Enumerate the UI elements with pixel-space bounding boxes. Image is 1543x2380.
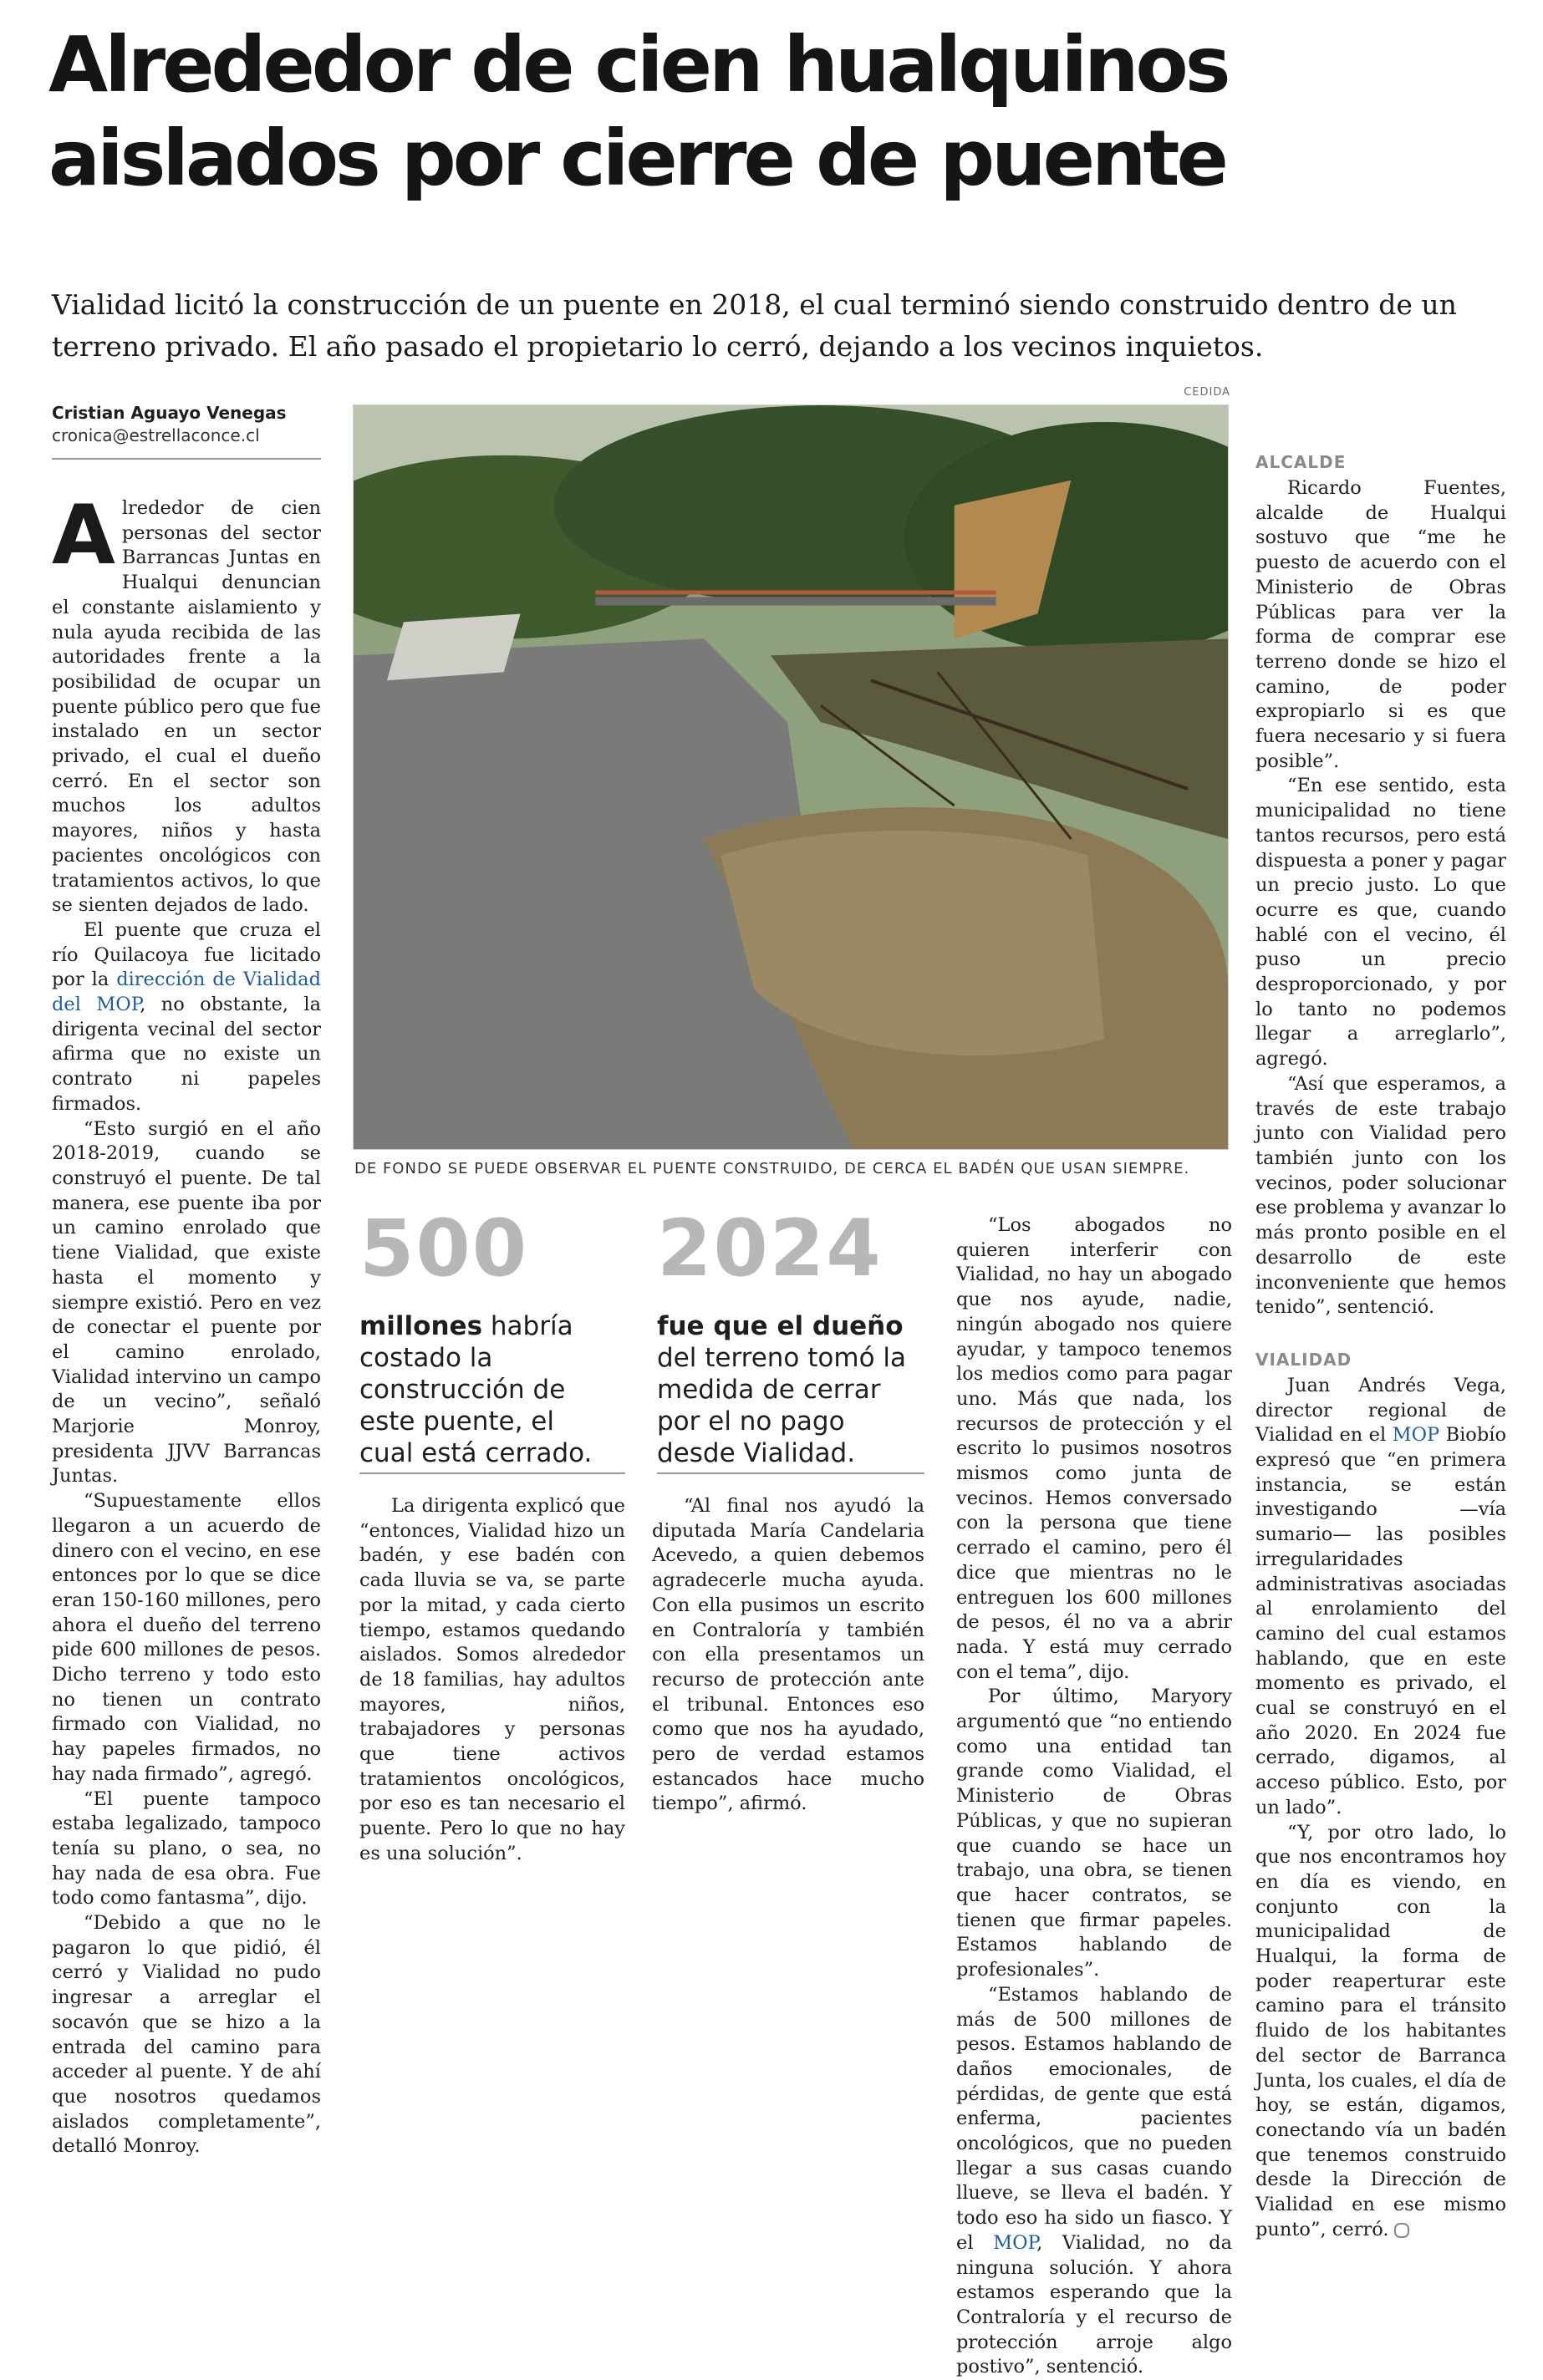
subheadline: Vialidad licitó la construcción de un puente en 2018, el cual terminó siendo construido dentro de un terreno privado. El año pasado el propietario lo cerró, dejando a los vecinos inquietos. — [52, 288, 1457, 363]
paragraph: “Estamos hablando de más de 500 millones de pesos. Estamos hablando de daños emocionales, de pérdidas, de gente que está enferma, pacientes oncológicos, que no pueden llegar a sus casas cuando llueve, se lleva el badén. Y todo eso ha sido un fiasco. Y el MOP, Vialidad, no da ninguna solución. Y ahora estamos esperando que la Contraloría y el recurso de protección arroje algo postivo”, sentenció. — [956, 1983, 1232, 2378]
drop-cap: A — [52, 488, 115, 583]
mop-link[interactable]: MOP — [1392, 1424, 1440, 1447]
paragraph: El puente que cruza el río Quilacoya fue licitado por la dirección de Vialidad del MOP, no obstante, la dirigenta vecinal del sector afirma que no existe un contrato ni papeles firmados. — [52, 918, 321, 1115]
paragraph: “Supuestamente ellos llegaron a un acuerdo de dinero con el vecino, en ese entonces por lo que se dice eran 150-160 millones, pero ahora el dueño del terreno pide 600 millones de pesos. Dicho terreno y todo esto no tienen un contrato firmado con Vialidad, no hay papeles firmados, no hay nada firmado”, agregó. — [52, 1490, 321, 1785]
article-column-3 — [652, 1494, 924, 1817]
factoid-text: millones habría costado la construcción de este puente, el cual está cerrado. — [359, 1311, 593, 1468]
article-column-2 — [359, 1494, 625, 1867]
lead-paragraph — [52, 488, 321, 918]
author-name: Cristian Aguayo Venegas — [52, 403, 287, 423]
factoid-number: 500 — [359, 1203, 529, 1294]
lead-text: lrededor de cien personas del sector Barrancas Juntas en Hualqui denuncian el constante aislamiento y nula ayuda recibida de las autoridades frente a la posibilidad de ocupar un puente público pero que fue instalado en un sector privado, el cual el dueño cerró. En el sector son muchos los adultos mayores, niños y hasta pacientes oncológicos con tratamientos activos, lo que se sienten dejados de lado. — [52, 497, 321, 917]
paragraph: Por último, Maryory argumentó que “no entiendo como una entidad tan grande como Vialidad, el Ministerio de Obras Públicas, y que no supieran que cuando se hace un trabajo, una obra, se tienen que hacer contratos, se tienen que firmar papeles. Estamos hablando de profesionales”. — [956, 1686, 1232, 1981]
river-bridge-illustration — [354, 405, 1228, 1149]
paragraph: Juan Andrés Vega, director regional de Vialidad en el MOP Biobío expresó que “en primera instancia, se están investigando —vía sumario— las posibles irregularidades administrativas asociadas al enrolamiento del camino del cual estamos hablando, que en este momento es privado, el cual se construyó en el año 2020. En 2024 fue cerrado, digamos, al acceso público. Esto, por un lado”. — [1255, 1374, 1506, 1818]
author-email[interactable]: cronica@estrellaconce.cl — [52, 425, 260, 445]
paragraph: “Al final nos ayudó la diputada María Candelaria Acevedo, a quien debemos agradecerle mucha ayuda. Con ella pusimos un escrito en Contraloría y también con ella presentamos un recurso de protección ante el tribunal. Entonces eso como que nos ha ayudado, pero de verdad estamos estancados hace mucho tiempo”, afirmó. — [652, 1495, 924, 1815]
paragraph: “Y, por otro lado, lo que nos encontramos hoy en día es viendo, en conjunto con la municipalidad de Hualqui, la forma de poder reaperturar este camino para el tránsito fluido de los habitantes del sector de Barranca Junta, los cuales, el día de hoy, se están, digamos, conectando vía un badén que tenemos construido desde la Dirección de Vialidad en ese mismo punto”, cerró. — [1255, 1821, 1506, 2240]
mop-link[interactable]: dirección de Vialidad del MOP — [52, 969, 321, 1016]
factoid-divider — [359, 1472, 625, 1474]
article-column-4 — [956, 1213, 1232, 2380]
paragraph: “El puente tampoco estaba legalizado, tampoco tenía su plano, o sea, no hay nada de esa obra. Fue todo como fantasma”, dijo. — [52, 1788, 321, 1910]
mop-link[interactable]: MOP — [993, 2231, 1037, 2254]
photo-credit: CEDIDA — [1184, 386, 1230, 399]
section-label-vialidad: VIALIDAD — [1255, 1349, 1352, 1370]
end-of-article-icon — [1394, 2223, 1409, 2238]
byline — [52, 401, 319, 446]
factoid-number: 2024 — [657, 1203, 883, 1294]
photo-caption: DE FONDO SE PUEDE OBSERVAR EL PUENTE CONSTRUIDO, DE CERCA EL BADÉN QUE USAN SIEMPRE. — [354, 1160, 1190, 1177]
paragraph: Ricardo Fuentes, alcalde de Hualqui sostuvo que “me he puesto de acuerdo con el Ministerio de Obras Públicas para ver la forma de comprar ese terreno donde se hizo el camino, de poder expropiarlo si es que fuera necesario y si fuera posible”. — [1255, 477, 1506, 772]
paragraph: “En ese sentido, esta municipalidad no tiene tantos recursos, pero está dispuesta a poner y pagar un precio justo. Lo que ocurre es que, cuando hablé con el vecino, él puso un precio desproporcionado, y por lo tanto no podemos llegar a arreglarlo”, agregó. — [1255, 775, 1506, 1070]
paragraph: “Esto surgió en el año 2018-2019, cuando se construyó el puente. De tal manera, ese puente iba por un camino enrolado que tiene Vialidad, que existe hasta el momento y siempre existió. Pero en vez de conectar el puente por el camino enrolado, Vialidad intervino un campo de un vecino”, señaló Marjorie Monroy, presidenta JJVV Barrancas Juntas. — [52, 1117, 321, 1488]
article-column-1 — [52, 488, 321, 2159]
paragraph: “Así que esperamos, a través de este trabajo junto con Vialidad pero también junto con los vecinos, poder solucionar ese problema y avanzar lo más pronto posible en el desarrollo de este inconveniente que hemos tenido”, sentenció. — [1255, 1072, 1506, 1319]
byline-divider — [52, 458, 321, 460]
article-photo — [353, 404, 1229, 1150]
section-label-alcalde: ALCALDE — [1255, 452, 1347, 472]
paragraph: La dirigenta explicó que “entonces, Vialidad hizo un badén, y ese badén con cada lluvia se va, se parte por la mitad, y cada cierto tiempo, estamos quedando aislados. Somos alrededor de 18 familias, hay adultos mayores, niños, trabajadores y personas que tiene activos tratamientos oncológicos, por eso es tan necesario el puente. Pero lo que no hay es una solución”. — [359, 1495, 625, 1864]
headline: Alrededor de cien hualquinos aislados por cierre de puente — [48, 20, 1228, 203]
article-column-5 — [1255, 451, 1506, 2243]
factoid-divider — [657, 1472, 924, 1474]
factoid-text: fue que el dueño del terreno tomó la medida de cerrar por el no pago desde Vialidad. — [657, 1311, 906, 1468]
paragraph: “Debido a que no le pagaron lo que pidió, él cerró y Vialidad no pudo ingresar a arreglar el socavón que se hizo a la entrada del camino para acceder al puente. Y de ahí que nosotros quedamos aislados completamente”, detalló Monroy. — [52, 1912, 321, 2158]
paragraph: “Los abogados no quieren interferir con Vialidad, no hay un abogado que nos ayude, nadie, ningún abogado nos quiere ayudar, y tampoco tenemos los medios como para pagar uno. Más que nada, los recursos de protección y el escrito lo pusimos nosotros mismos como junta de vecinos. Hemos conversado con la persona que tiene cerrado el camino, pero él dice que mientras no le entreguen los 600 millones de pesos, él no va a abrir nada. Y está muy cerrado con el tema”, dijo. — [956, 1214, 1232, 1683]
